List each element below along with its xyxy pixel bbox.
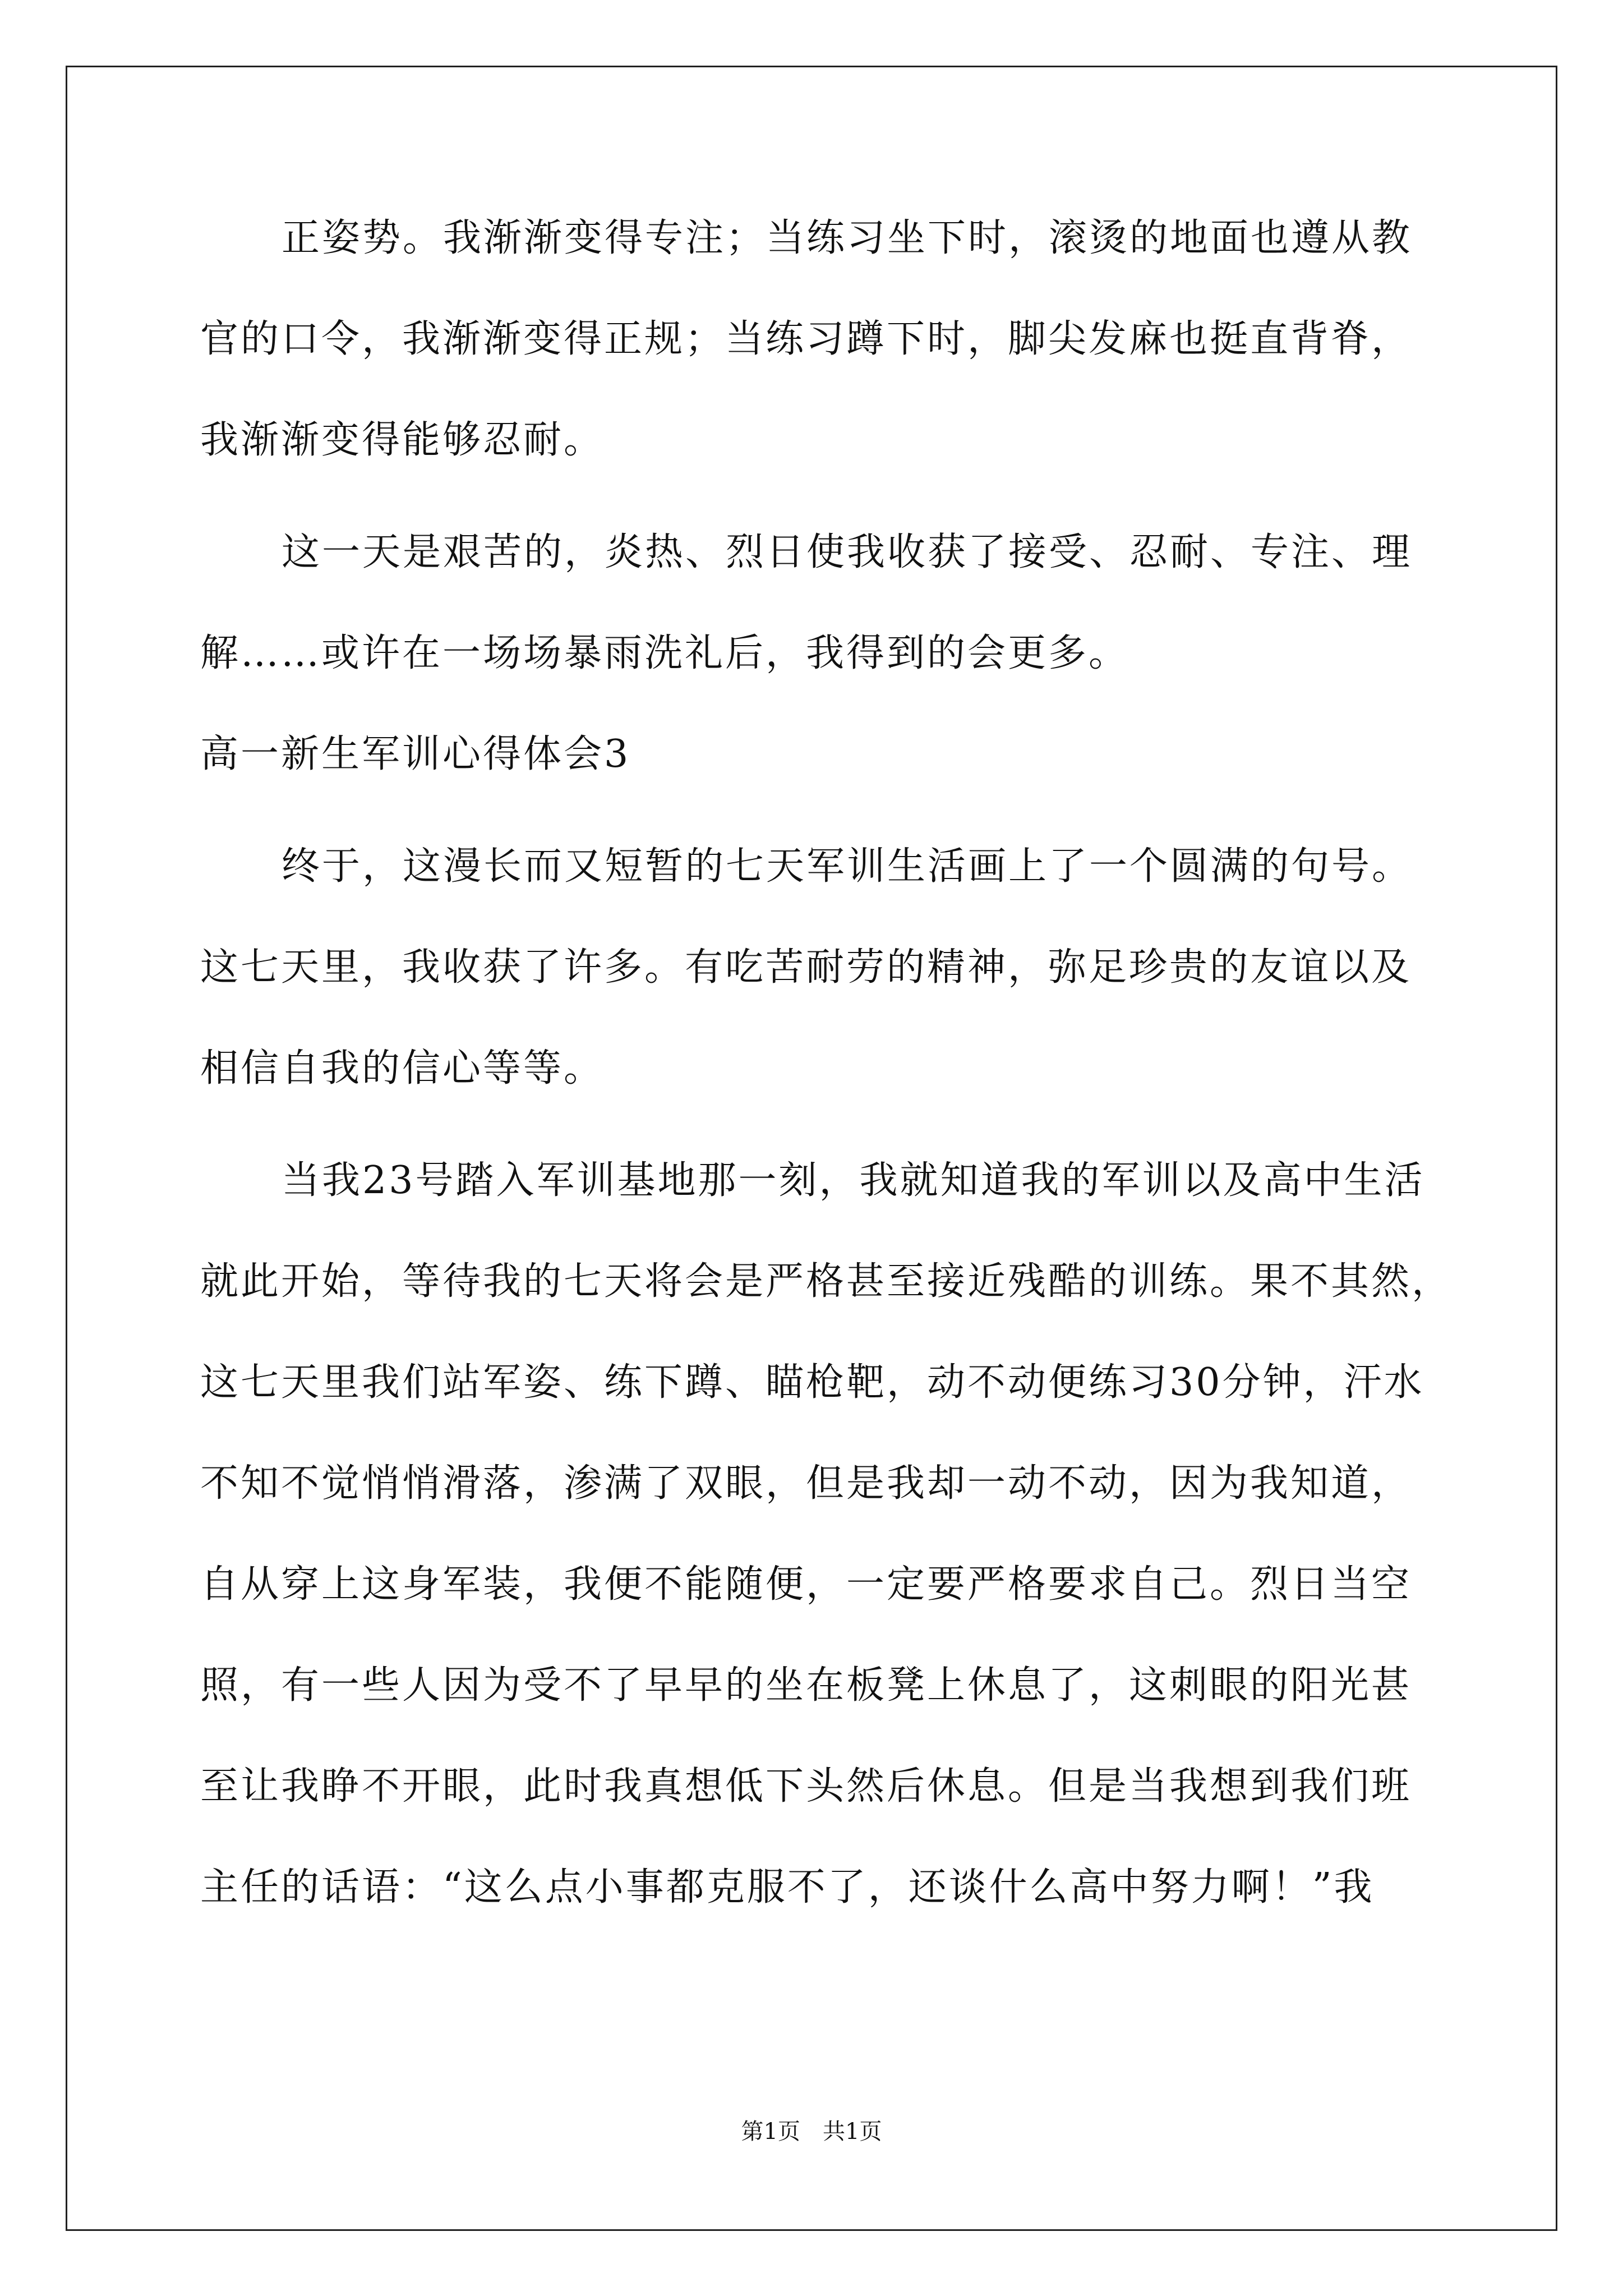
text-line: 解……或许在一场场暴雨洗礼后，我得到的会更多。 xyxy=(200,631,1129,675)
text-line: 我渐渐变得能够忍耐。 xyxy=(200,418,605,462)
page-number-footer: 第1页 共1页 xyxy=(741,2119,882,2145)
text-line: 主任的话语：“这么点小事都克服不了，还谈什么高中努力啊！”我 xyxy=(200,1865,1375,1910)
text-line: 至让我睁不开眼，此时我真想低下头然后休息。但是当我想到我们班 xyxy=(200,1764,1412,1809)
text-line: 相信自我的信心等等。 xyxy=(200,1046,605,1091)
text-line: 就此开始，等待我的七天将会是严格甚至接近残酷的训练。果不其然， xyxy=(200,1259,1453,1304)
section-heading: 高一新生军训心得体会3 xyxy=(200,732,631,776)
text-line: 这七天里我们站军姿、练下蹲、瞄枪靶，动不动便练习30分钟，汗水 xyxy=(200,1360,1424,1405)
text-line: 照，有一些人因为受不了早早的坐在板凳上休息了，这刺眼的阳光甚 xyxy=(200,1663,1412,1708)
text-line: 这一天是艰苦的，炎热、烈日使我收获了接受、忍耐、专注、理 xyxy=(282,530,1413,574)
text-line: 正姿势。我渐渐变得专注；当练习坐下时，滚烫的地面也遵从教 xyxy=(282,216,1413,260)
text-line: 这七天里，我收获了许多。有吃苦耐劳的精神，弥足珍贵的友谊以及 xyxy=(200,945,1412,990)
text-line: 不知不觉悄悄滑落，渗满了双眼，但是我却一动不动，因为我知道， xyxy=(200,1461,1412,1506)
text-line: 当我23号踏入军训基地那一刻，我就知道我的军训以及高中生活 xyxy=(282,1158,1425,1203)
text-line: 自从穿上这身军装，我便不能随便，一定要严格要求自己。烈日当空 xyxy=(200,1562,1412,1607)
text-line: 终于，这漫长而又短暂的七天军训生活画上了一个圆满的句号。 xyxy=(282,844,1413,889)
text-line: 官的口令，我渐渐变得正规；当练习蹲下时，脚尖发麻也挺直背脊， xyxy=(200,317,1412,361)
